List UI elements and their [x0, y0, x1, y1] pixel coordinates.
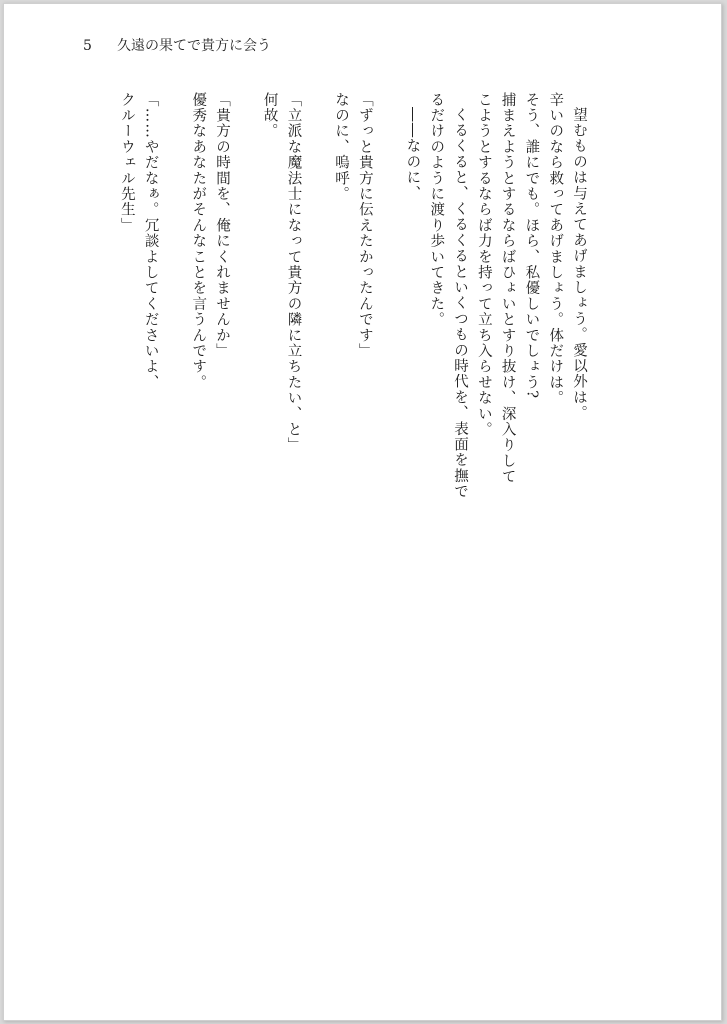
body-text: [114, 92, 590, 652]
dialogue-line: 「貴方の時間を、俺にくれませんか」: [214, 92, 231, 359]
text-line: なのに、嗚呼。: [333, 92, 350, 202]
blank-line: [162, 92, 186, 652]
page-number: 5: [83, 38, 92, 54]
blank-line: [233, 92, 257, 652]
text-line: 望むものは与えてあげましょう。愛以外は。: [571, 107, 587, 421]
dialogue-line: 「立派な魔法士になって貴方の隣に立ちたい、と」: [285, 92, 302, 454]
dialogue-line: 「……やだなぁ。冗談よしてくださいよ、: [142, 92, 159, 391]
dialogue-line: 「ずっと貴方に伝えたかったんです」: [356, 92, 373, 359]
document-page: [3, 3, 722, 1021]
text-line: 捕まえようとするならばひょいとすり抜け、深入りして: [499, 92, 516, 485]
text-line: るだけのように渡り歩いてきた。: [428, 92, 445, 328]
text-line: くるくると、くるくるといくつもの時代を、表面を撫で: [452, 107, 469, 500]
text-line: 辛いのなら救ってあげましょう。体だけは。: [547, 92, 564, 406]
running-title: 久遠の果てで貴方に会う: [117, 38, 271, 54]
text-line: そう、誰にでも。ほら、私優しいでしょう?: [523, 92, 540, 400]
text-line: 何故。: [261, 92, 278, 140]
text-line: こようとするならば力を持って立ち入らせない。: [475, 92, 492, 438]
text-line: 優秀なあなたがそんなことを言うんです。: [190, 92, 207, 391]
page-header: [83, 35, 271, 55]
dialogue-line: クルーウェル先生」: [118, 92, 135, 234]
text-line: ――なのに、: [404, 107, 421, 202]
blank-line: [304, 92, 328, 652]
blank-line: [376, 92, 400, 652]
